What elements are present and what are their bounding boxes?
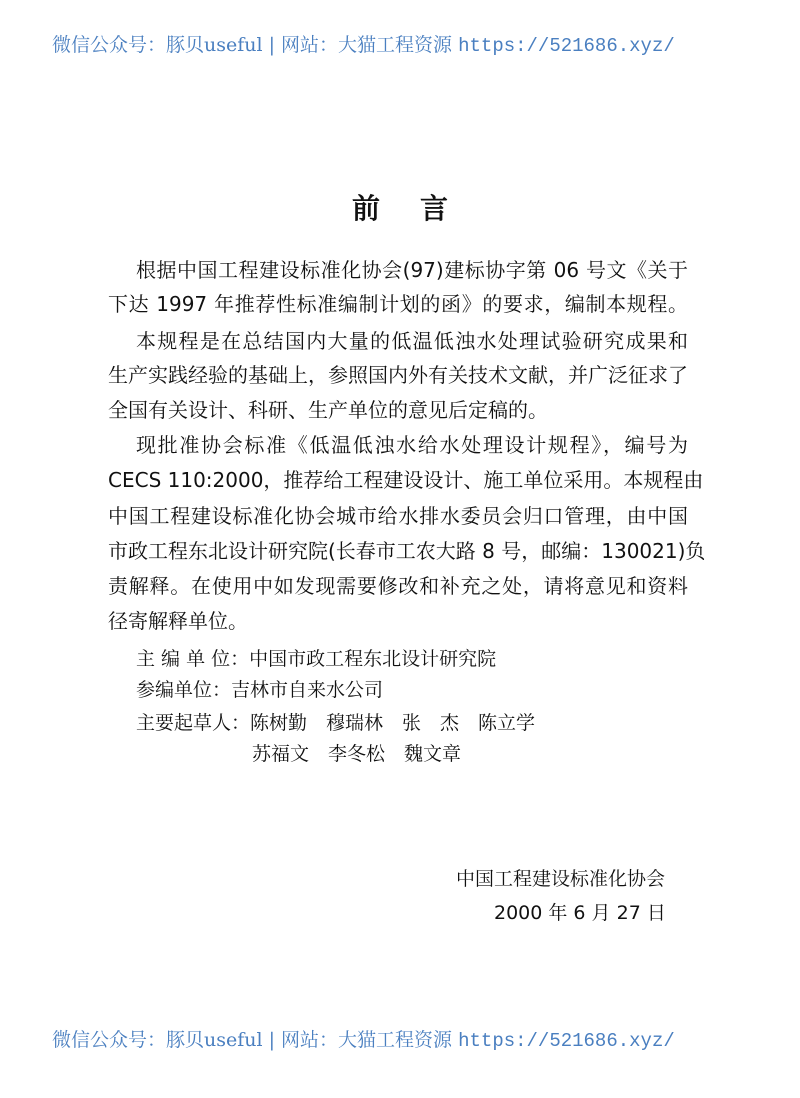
signature-org: 中国工程建设标准化协会 (456, 868, 666, 890)
page-title: 前言 (351, 192, 488, 225)
paragraph-line: 生产实践经验的基础上，参照国内外有关技术文献，并广泛征求了 (108, 363, 688, 387)
paragraph-line: 中国工程建设标准化协会城市给水排水委员会归口管理，由中国 (108, 504, 688, 528)
watermark-url: https://521686.xyz/ (458, 1030, 675, 1052)
paragraph-line: 现批准协会标准《低温低浊水给水处理设计规程》，编号为 (136, 433, 688, 457)
paragraph-line: 本规程是在总结国内大量的低温低浊水处理试验研究成果和 (136, 329, 688, 353)
participating-unit: 参编单位：吉林市自来水公司 (136, 679, 384, 701)
paragraph-line: CECS 110:2000，推荐给工程建设设计、施工单位采用。本规程由 (108, 468, 704, 492)
paragraph-line: 下达 1997 年推荐性标准编制计划的函》的要求，编制本规程。 (108, 292, 688, 316)
watermark-footer (52, 1025, 752, 1052)
watermark-text: 微信公众号：豚贝useful | 网站：大猫工程资源 (52, 34, 459, 56)
paragraph-line: 全国有关设计、科研、生产单位的意见后定稿的。 (108, 398, 548, 422)
chief-unit: 主 编 单 位：中国市政工程东北设计研究院 (136, 648, 497, 670)
paragraph-line: 责解释。在使用中如发现需要修改和补充之处，请将意见和资料 (108, 574, 688, 598)
paragraph-line: 径寄解释单位。 (108, 609, 248, 633)
watermark-text: 微信公众号：豚贝useful | 网站：大猫工程资源 (52, 1029, 459, 1051)
watermark-url: https://521686.xyz/ (458, 35, 675, 57)
drafters-continued: 苏福文 李冬松 魏文章 (252, 743, 462, 765)
paragraph-line: 市政工程东北设计研究院(长春市工农大路 8 号，邮编：130021)负 (108, 539, 706, 563)
signature-date: 2000 年 6 月 27 日 (494, 902, 666, 924)
drafters: 主要起草人：陈树勤 穆瑞林 张 杰 陈立学 (136, 712, 536, 734)
paragraph-line: 根据中国工程建设标准化协会(97)建标协字第 06 号文《关于 (136, 258, 688, 282)
watermark-header (52, 30, 752, 57)
